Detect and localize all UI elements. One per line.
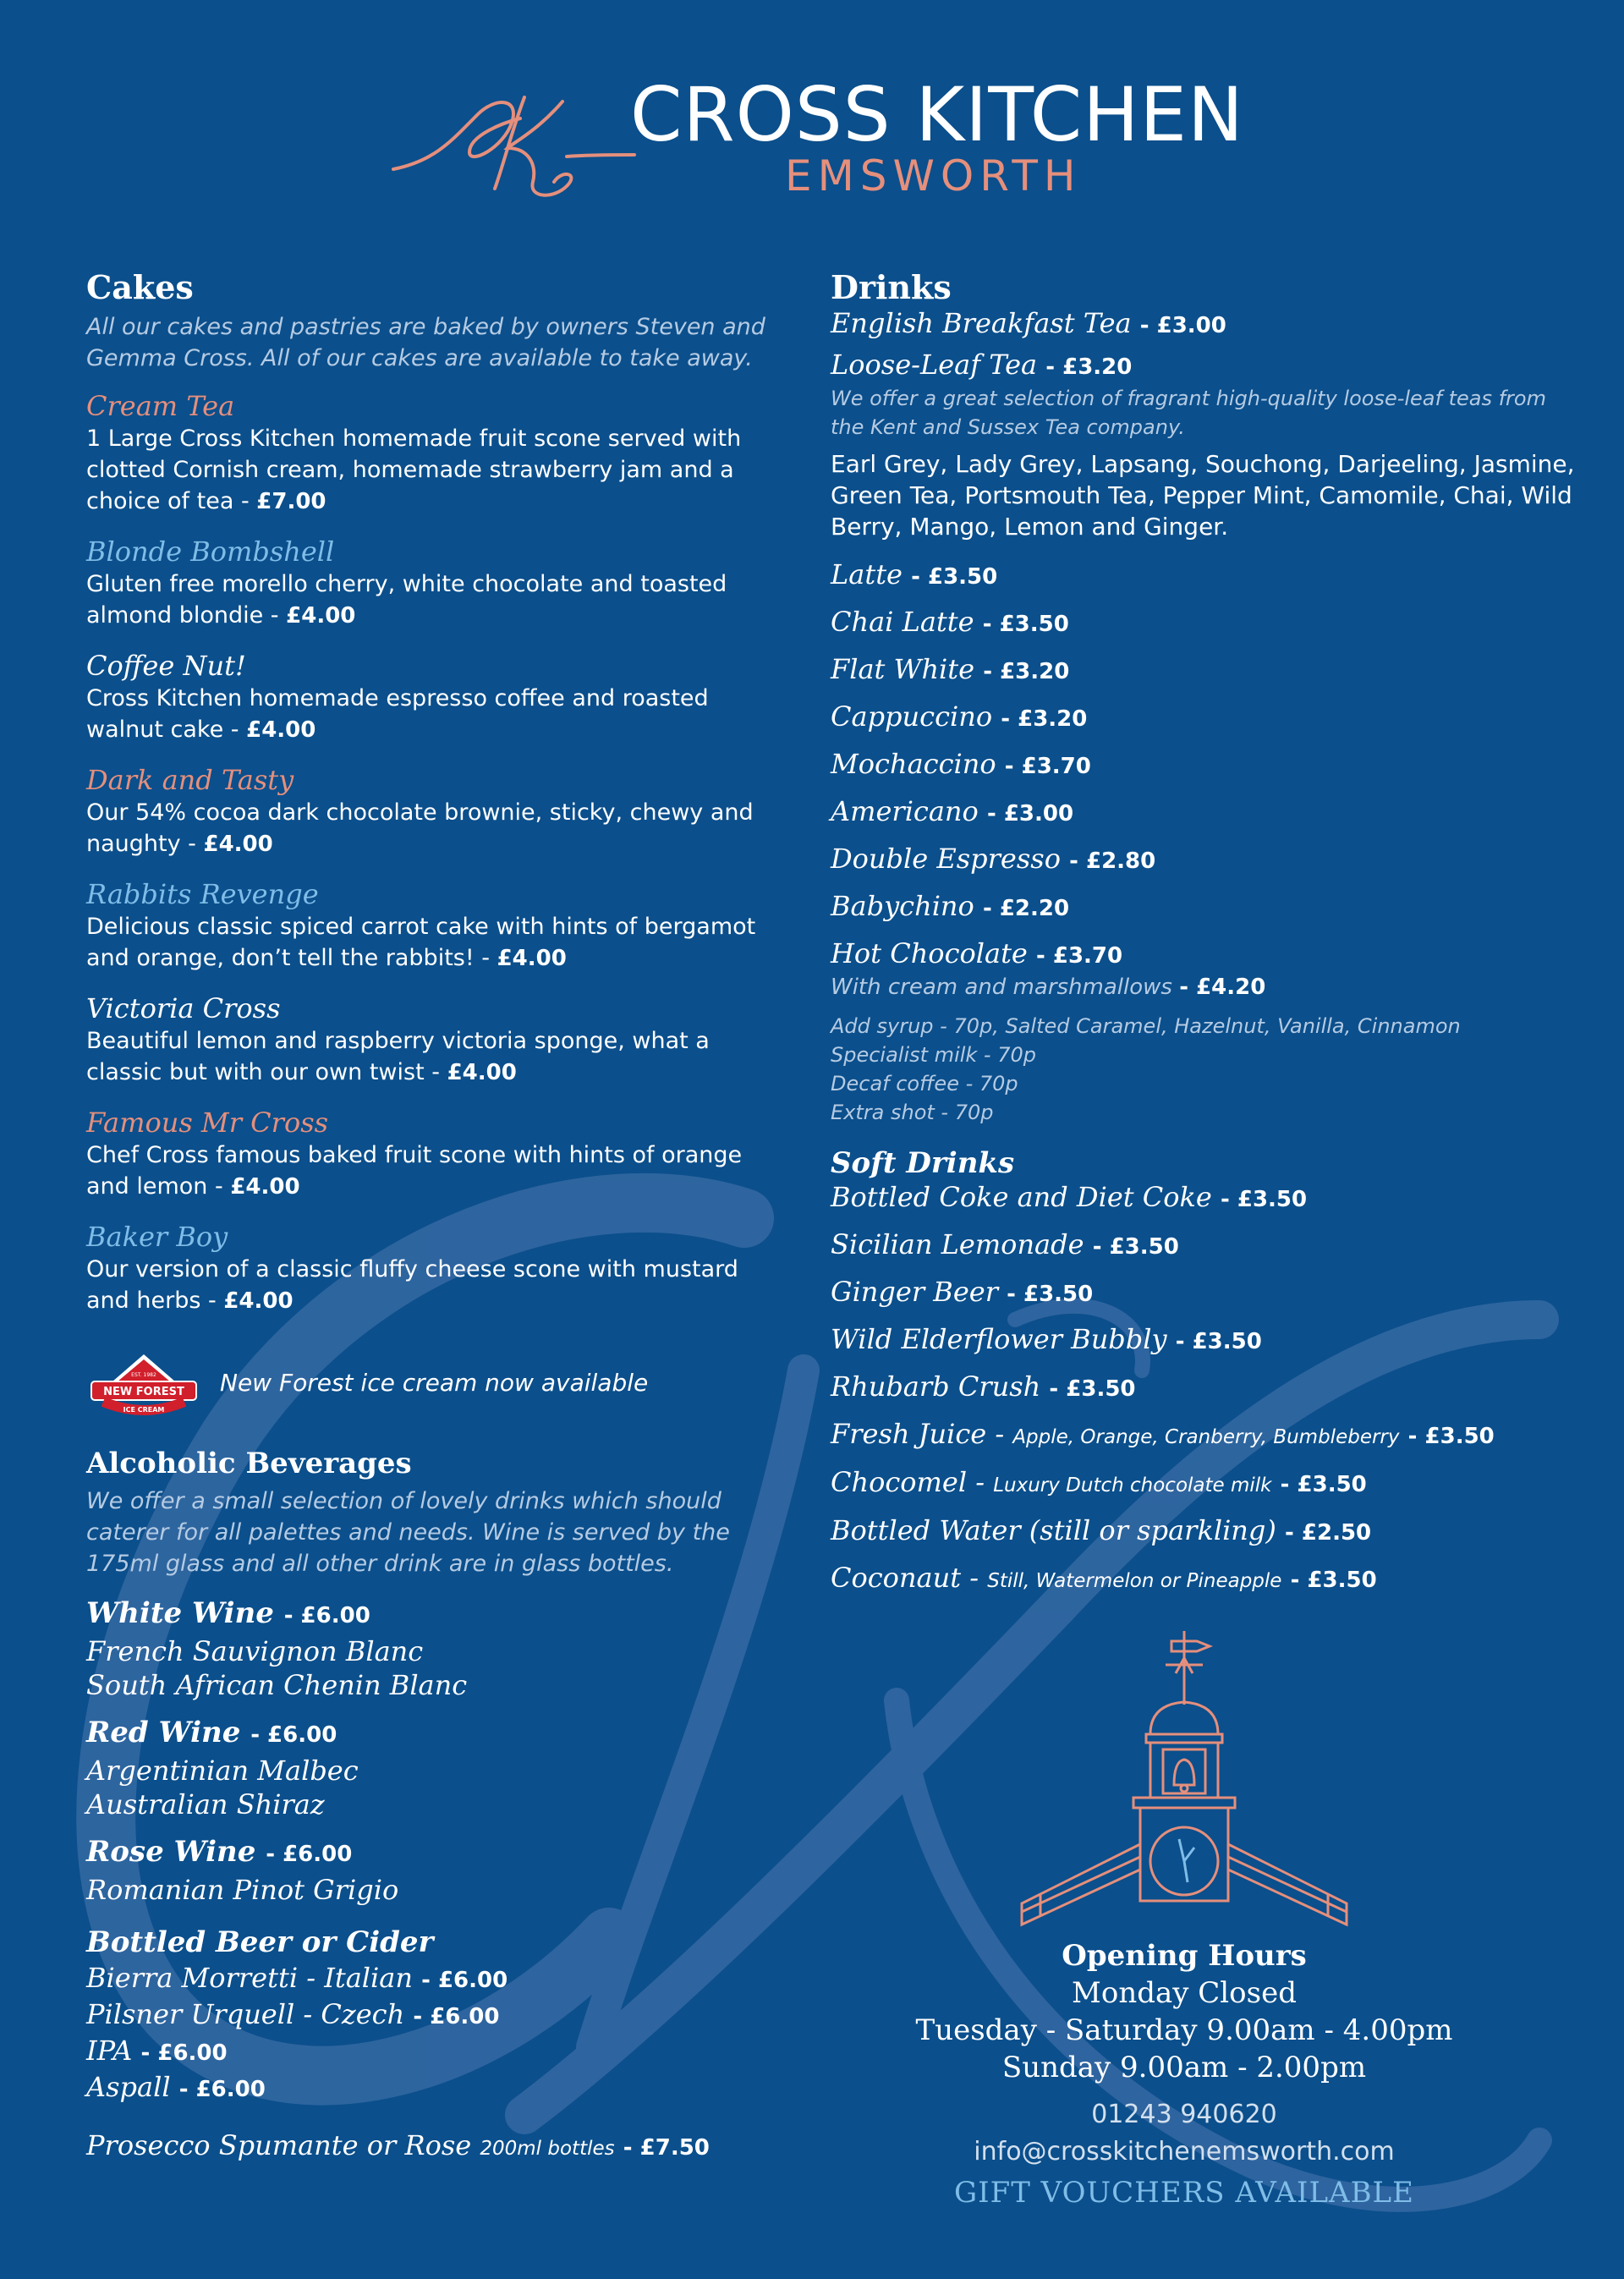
soft-drink-item: Wild Elderflower Bubbly - £3.50 xyxy=(831,1322,1262,1355)
wine-line: French Sauvignon Blanc xyxy=(86,1634,424,1667)
cake-item xyxy=(86,649,788,746)
cake-name: Cream Tea xyxy=(86,389,235,422)
drink-item: Latte - £3.50 xyxy=(831,557,998,590)
cake-item xyxy=(86,1220,788,1317)
cake-name: Rabbits Revenge xyxy=(86,877,319,910)
drink-item: Hot Chocolate - £3.70 xyxy=(831,936,1123,969)
alcohol-heading: Alcoholic Beverages xyxy=(86,1446,412,1480)
drink-item: Loose-Leaf Tea - £3.20 xyxy=(831,348,1133,381)
soft-drink-item: Chocomel - Luxury Dutch chocolate milk - £3.50 xyxy=(831,1465,1367,1498)
phone-number[interactable]: 01243 940620 xyxy=(1091,2100,1277,2129)
drinks-heading: Drinks xyxy=(831,268,952,306)
coffee-extras: Add syrup - 70p, Salted Caramel, Hazelnut, Vanilla, Cinnamon Specialist milk - 70p Decaf coffee - 70p Extra shot - 70p xyxy=(831,1013,1461,1124)
cake-description: Delicious classic spiced carrot cake with hints of bergamot and orange, don’t tell the rabbits! - £4.00 xyxy=(86,913,756,971)
ice-cream-notice xyxy=(86,1348,788,1419)
cakes-heading: Cakes xyxy=(86,268,194,306)
cake-item xyxy=(86,535,788,632)
wine-line: Romanian Pinot Grigio xyxy=(86,1873,399,1906)
gift-vouchers-notice: GIFT VOUCHERS AVAILABLE xyxy=(954,2176,1414,2210)
cake-price: £4.00 xyxy=(286,602,356,629)
cake-price: £4.00 xyxy=(447,1059,517,1085)
cake-description: Gluten free morello cherry, white chocolate and toasted almond blondie - £4.00 xyxy=(86,570,727,629)
cakes-intro: All our cakes and pastries are baked by owners Steven and Gemma Cross. All of our cakes are available to take away. xyxy=(86,313,765,371)
hot-chocolate-note: With cream and marshmallows - £4.20 xyxy=(831,974,1266,1000)
soft-drink-item: Bottled Coke and Diet Coke - £3.50 xyxy=(831,1180,1308,1213)
hours-line: Monday Closed xyxy=(1072,1976,1297,2010)
cake-price: £4.00 xyxy=(497,945,567,971)
cake-description: Beautiful lemon and raspberry victoria sponge, what a classic but with our own twist - £4.00 xyxy=(86,1027,710,1085)
new-forest-ice-cream-logo xyxy=(86,1348,201,1419)
svg-text:NEW FOREST: NEW FOREST xyxy=(103,1385,184,1398)
cake-name: Blonde Bombshell xyxy=(86,535,335,568)
brand-location: EMSWORTH xyxy=(785,151,1082,200)
cake-description: 1 Large Cross Kitchen homemade fruit scone served with clotted Cornish cream, homemade strawberry jam and a choice of tea - £7.00 xyxy=(86,425,742,514)
opening-hours-heading: Opening Hours xyxy=(1062,1939,1307,1973)
opening-hours-block xyxy=(854,1937,1514,2210)
soft-drink-item: Ginger Beer - £3.50 xyxy=(831,1275,1094,1308)
white-wine-price: £6.00 xyxy=(300,1602,370,1628)
wine-line: Australian Shiraz xyxy=(86,1788,325,1820)
loose-leaf-note: We offer a great selection of fragrant high-quality loose-leaf teas from the Kent and Sussex Tea company. xyxy=(831,386,1546,439)
ck-monogram-logo xyxy=(385,89,639,207)
beer-item: Pilsner Urquell - Czech - £6.00 xyxy=(86,1997,500,2030)
drink-item: Flat White - £3.20 xyxy=(831,652,1070,685)
prosecco-item: Prosecco Spumante or Rose 200ml bottles - £7.50 xyxy=(86,2128,710,2161)
hours-line: Tuesday - Saturday 9.00am - 4.00pm xyxy=(915,2013,1453,2047)
cake-item xyxy=(86,389,788,518)
beer-item: IPA - £6.00 xyxy=(86,2034,228,2067)
drink-item: Cappuccino - £3.20 xyxy=(831,700,1088,733)
red-wine-price: £6.00 xyxy=(267,1722,337,1748)
tea-list: Earl Grey, Lady Grey, Lapsang, Souchong, Darjeeling, Jasmine, Green Tea, Portsmouth Tea, Pepper Mint, Camomile, Chai, Wild Berry, Mango, Lemon and Ginger. xyxy=(831,449,1575,541)
red-wine-heading: Red Wine - £6.00 xyxy=(86,1715,337,1749)
drink-item: English Breakfast Tea - £3.00 xyxy=(831,306,1226,339)
soft-drink-item: Rhubarb Crush - £3.50 xyxy=(831,1370,1136,1403)
left-column xyxy=(86,269,788,2166)
cake-item xyxy=(86,763,788,860)
cake-description: Cross Kitchen homemade espresso coffee and roasted walnut cake - £4.00 xyxy=(86,684,709,743)
rose-wine-heading: Rose Wine - £6.00 xyxy=(86,1834,353,1869)
ice-cream-text: New Forest ice cream now available xyxy=(220,1369,649,1398)
cake-name: Coffee Nut! xyxy=(86,649,246,682)
alcohol-intro: We offer a small selection of lovely drinks which should caterer for all palettes and needs. Wine is served by the 175ml glass and all other drink are in glass bottles. xyxy=(86,1487,730,1577)
cake-price: £4.00 xyxy=(203,831,273,857)
drink-item: Babychino - £2.20 xyxy=(831,889,1070,922)
cake-description: Our version of a classic fluffy cheese scone with mustard and herbs - £4.00 xyxy=(86,1255,738,1314)
beer-item: Bierra Morretti - Italian - £6.00 xyxy=(86,1961,508,1994)
email-link[interactable]: info@crosskitchenemsworth.com xyxy=(974,2137,1395,2166)
cake-item xyxy=(86,991,788,1089)
soft-drinks-heading: Soft Drinks xyxy=(831,1145,1015,1180)
soft-drink-item: Coconaut - Still, Watermelon or Pineapple - £3.50 xyxy=(831,1561,1377,1594)
cake-description: Chef Cross famous baked fruit scone with hints of orange and lemon - £4.00 xyxy=(86,1141,743,1200)
drink-item: Mochaccino - £3.70 xyxy=(831,747,1091,780)
drink-item: Double Espresso - £2.80 xyxy=(831,842,1156,875)
cake-name: Famous Mr Cross xyxy=(86,1106,329,1139)
svg-text:EST. 1982: EST. 1982 xyxy=(131,1371,156,1378)
svg-text:ICE CREAM: ICE CREAM xyxy=(123,1405,165,1414)
hours-line: Sunday 9.00am - 2.00pm xyxy=(1001,2051,1367,2084)
cake-name: Victoria Cross xyxy=(86,991,281,1024)
soft-drink-item: Fresh Juice - Apple, Orange, Cranberry, Bumbleberry - £3.50 xyxy=(831,1417,1495,1450)
drink-item: Chai Latte - £3.50 xyxy=(831,605,1069,638)
cake-price: £4.00 xyxy=(230,1173,300,1200)
cake-item xyxy=(86,877,788,975)
drink-item: Americano - £3.00 xyxy=(831,794,1074,827)
brand-name: CROSS KITCHEN xyxy=(630,71,1244,158)
right-column xyxy=(831,269,1575,1609)
wine-line: South African Chenin Blanc xyxy=(86,1668,468,1701)
cake-description: Our 54% cocoa dark chocolate brownie, sticky, chewy and naughty - £4.00 xyxy=(86,799,754,857)
rose-wine-price: £6.00 xyxy=(283,1841,353,1867)
cake-price: £4.00 xyxy=(246,717,316,743)
soft-drink-item: Sicilian Lemonade - £3.50 xyxy=(831,1227,1179,1260)
soft-drink-item: Bottled Water (still or sparkling) - £2.50 xyxy=(831,1513,1372,1546)
cake-name: Dark and Tasty xyxy=(86,763,294,796)
clock-tower-illustration xyxy=(1007,1624,1362,1946)
wine-line: Argentinian Malbec xyxy=(86,1754,359,1787)
cake-name: Baker Boy xyxy=(86,1220,228,1253)
white-wine-heading: White Wine - £6.00 xyxy=(86,1595,370,1630)
beer-item: Aspall - £6.00 xyxy=(86,2070,266,2103)
cake-price: £4.00 xyxy=(223,1288,294,1314)
cake-price: £7.00 xyxy=(256,488,326,514)
cake-item xyxy=(86,1106,788,1203)
beer-heading: Bottled Beer or Cider xyxy=(86,1925,434,1959)
